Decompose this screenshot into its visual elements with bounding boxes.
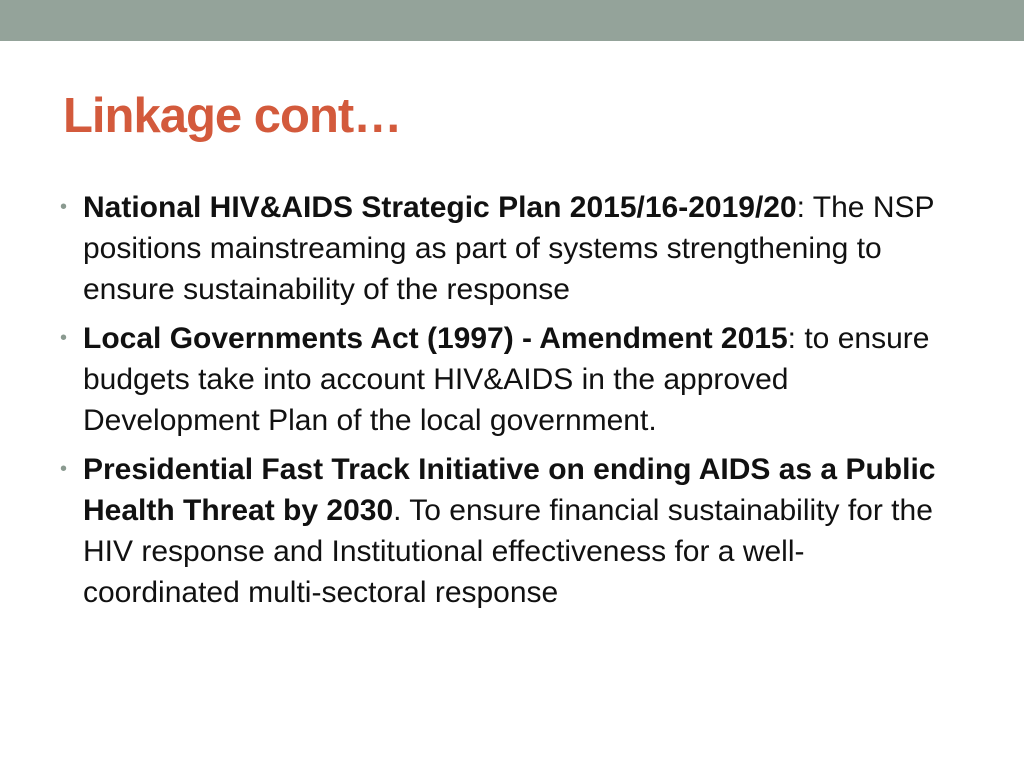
bullet-heading-lga: Local Governments Act (1997) - Amendment 2015 bbox=[83, 322, 788, 355]
bullet-item-nsp bbox=[60, 187, 960, 310]
bullet-list bbox=[60, 187, 960, 621]
bullet-icon: • bbox=[60, 458, 68, 480]
bullet-text-presidential: . To ensure financial sustainability for the HIV response and Institutional effectiveness for a well-coordinated multi-sectoral response bbox=[83, 494, 933, 609]
bullet-item-lga bbox=[60, 318, 960, 441]
header-bar bbox=[0, 0, 1024, 41]
slide-title: Linkage cont… bbox=[63, 89, 402, 143]
bullet-text-lga: : to ensure budgets take into account HIV&AIDS in the approved Development Plan of the local government. bbox=[83, 322, 930, 437]
bullet-icon: • bbox=[60, 196, 68, 218]
bullet-icon: • bbox=[60, 327, 68, 349]
bullet-item-presidential bbox=[60, 449, 960, 613]
bullet-heading-nsp: National HIV&AIDS Strategic Plan 2015/16-2019/20 bbox=[83, 191, 797, 224]
bullet-heading-presidential: Presidential Fast Track Initiative on ending AIDS as a Public Health Threat by 2030 bbox=[83, 453, 936, 527]
bullet-text-nsp: : The NSP positions mainstreaming as part of systems strengthening to ensure sustainability of the response bbox=[83, 191, 934, 306]
